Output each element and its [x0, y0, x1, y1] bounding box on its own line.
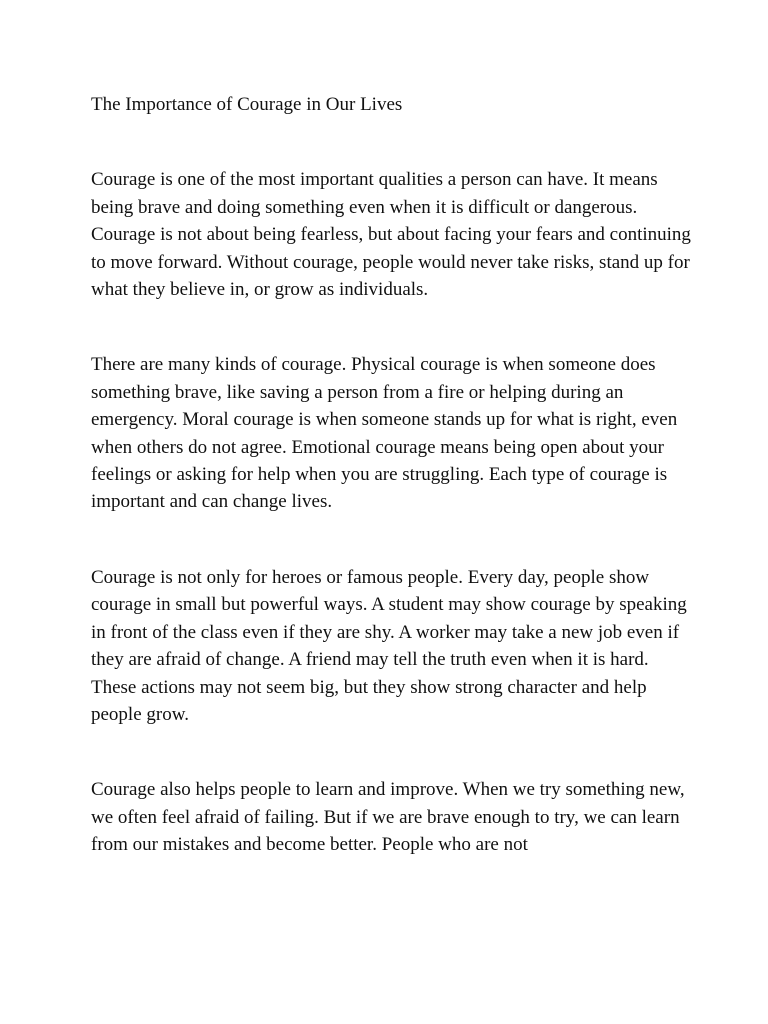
- paragraph-3: Courage is not only for heroes or famous people. Every day, people show courage in small but powerful ways. A student may show courage by speaking in front of the class even if they are shy. A worker may take a new job even if they are afraid of change. A friend may tell the truth even when it is hard. These actions may not seem big, but they show strong character and help people grow.: [91, 566, 687, 725]
- spacer: [91, 303, 691, 351]
- spacer: [91, 728, 691, 776]
- paragraph-2: There are many kinds of courage. Physical courage is when someone does something brave, like saving a person from a fire or helping during an emergency. Moral courage is when someone stands up for what is right, even when others do not agree. Emotional courage means being open about your feelings or asking for help when you are struggling. Each type of courage is important and can change lives.: [91, 354, 678, 513]
- paragraph-4: Courage also helps people to learn and improve. When we try something new, we often feel afraid of failing. But if we are brave enough to try, we can learn from our mistakes and become better. People who are not: [91, 779, 685, 856]
- document-title: The Importance of Courage in Our Lives: [91, 94, 403, 115]
- document-body: [91, 91, 691, 859]
- paragraph-1: Courage is one of the most important qualities a person can have. It means being brave and doing something even when it is difficult or dangerous. Courage is not about being fearless, but about facing your fears and continuing to move forward. Without courage, people would never take risks, stand up for what they believe in, or grow as individuals.: [91, 169, 691, 301]
- spacer: [91, 118, 691, 166]
- spacer: [91, 516, 691, 564]
